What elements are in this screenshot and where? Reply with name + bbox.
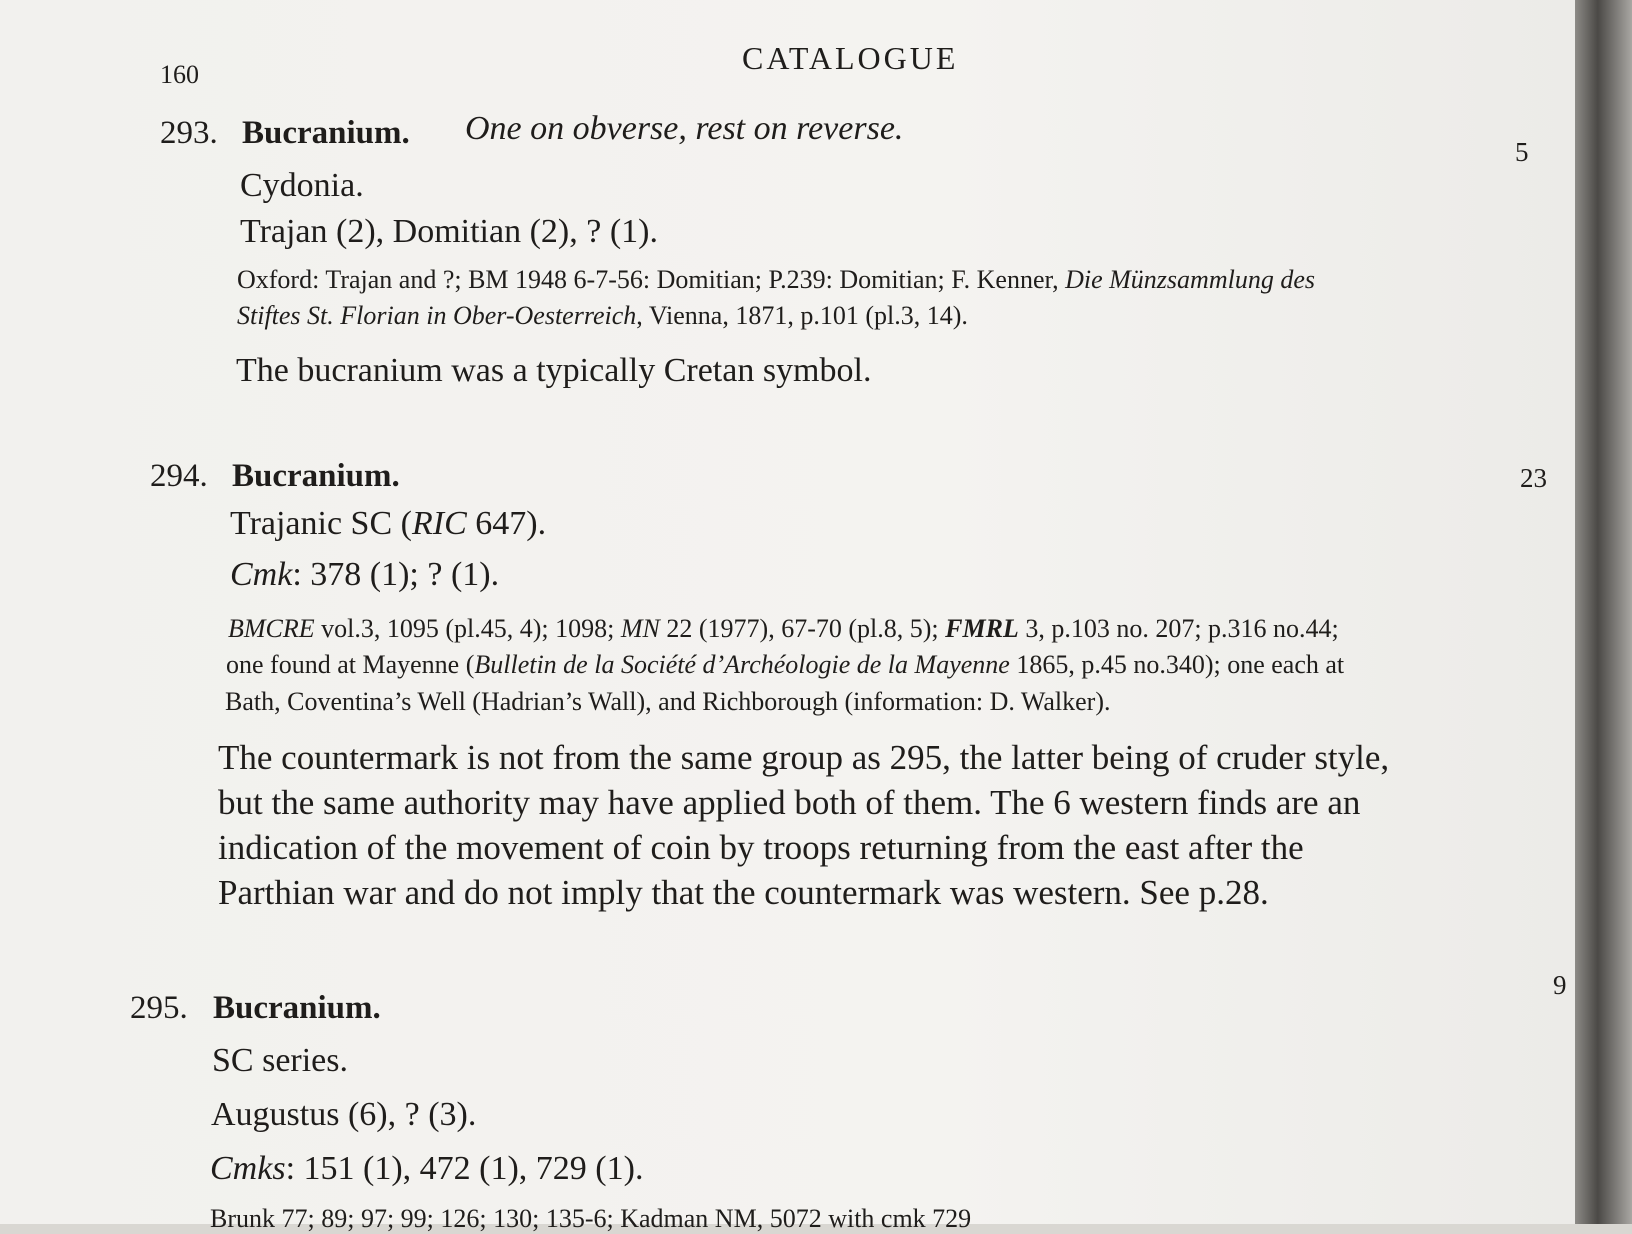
note-line: indication of the movement of coin by troops returning from the east after the xyxy=(218,828,1304,867)
entry-number: 294. xyxy=(150,458,208,494)
note-line: Parthian war and do not imply that the countermark was western. See p.28. xyxy=(218,873,1269,912)
reference-line: Bath, Coventina’s Well (Hadrian’s Wall), and Richborough (information: D. Walker). xyxy=(225,687,1111,716)
page-edge-shadow xyxy=(1575,0,1632,1224)
specimen-count: 23 xyxy=(1520,463,1547,493)
entry-line: Trajan (2), Domitian (2), ? (1). xyxy=(240,213,658,250)
entry-note xyxy=(218,735,1558,915)
entry-line: Augustus (6), ? (3). xyxy=(211,1096,477,1133)
entry-title: Bucranium. xyxy=(242,115,410,151)
running-head: CATALOGUE xyxy=(742,40,959,76)
entry-subtitle: One on obverse, rest on reverse. xyxy=(465,110,904,147)
entry-title: Bucranium. xyxy=(213,990,381,1026)
reference-line: one found at Mayenne (Bulletin de la Société d’Archéologie de la Mayenne 1865, p.45 no.340); one each at xyxy=(226,650,1345,679)
page-number: 160 xyxy=(160,60,199,89)
entry-title: Bucranium. xyxy=(232,458,400,494)
entry-line: Cmks: 151 (1), 472 (1), 729 (1). xyxy=(210,1150,644,1187)
entry-number: 295. xyxy=(130,990,188,1026)
entry-line: SC series. xyxy=(212,1042,348,1079)
entry-note: The bucranium was a typically Cretan symbol. xyxy=(236,352,872,389)
reference-line: BMCRE vol.3, 1095 (pl.45, 4); 1098; MN 22 (1977), 67-70 (pl.8, 5); FMRL 3, p.103 no. 207; p.316 no.44; xyxy=(228,614,1339,643)
entry-line: Trajanic SC (RIC 647). xyxy=(230,505,547,542)
entry-number: 293. xyxy=(160,115,218,151)
reference-line: Stiftes St. Florian in Ober-Oesterreich, Vienna, 1871, p.101 (pl.3, 14). xyxy=(237,301,968,330)
reference-line: Oxford: Trajan and ?; BM 1948 6-7-56: Domitian; P.239: Domitian; F. Kenner, Die Münzsammlung des xyxy=(237,265,1315,294)
reference-line-cut: Brunk 77; 89; 97; 99; 126; 130; 135-6; Kadman NM, 5072 with cmk 729 xyxy=(210,1204,972,1233)
specimen-count: 9 xyxy=(1553,970,1567,1000)
note-line: The countermark is not from the same group as 295, the latter being of cruder style, xyxy=(218,738,1390,777)
entry-line: Cmk: 378 (1); ? (1). xyxy=(230,556,500,593)
entry-line: Cydonia. xyxy=(240,167,364,204)
specimen-count: 5 xyxy=(1515,137,1529,167)
note-line: but the same authority may have applied both of them. The 6 western finds are an xyxy=(218,783,1361,822)
